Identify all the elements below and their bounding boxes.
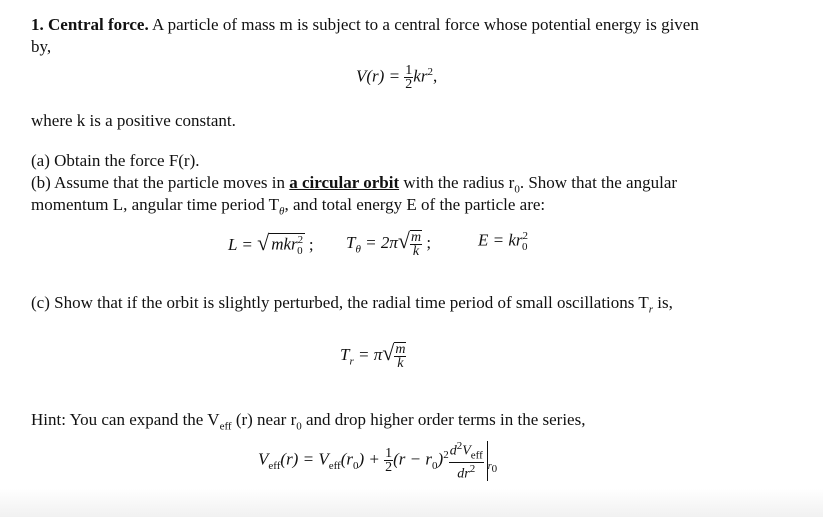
problem-title: Central force. (48, 15, 149, 34)
circular-orbit-emph: a circular orbit (289, 173, 400, 192)
part-c-text: (c) Show that if the orbit is slightly perturbed, the radial time period of small oscillations $T_r$ is, (31, 293, 673, 316)
bottom-edge (0, 489, 823, 517)
half-fraction-hint: $\frac{1}{2}$ (385, 446, 393, 476)
where-text: where k is a positive constant. (31, 111, 236, 130)
second-derivative: $\frac{d^2V_{eff}}{dr^2}$ (449, 440, 483, 483)
problem-heading-line (31, 14, 699, 36)
problem-intro-cont: by, (31, 37, 52, 56)
potential-lhs: V(r) = (356, 66, 401, 86)
part-b-line2: momentum L, angular time period $T_\theta$, and total energy E of the particle are: (31, 195, 546, 218)
eq-angular-period: $T_\theta = 2\pi√$ $\frac{m}{k}$ ; (346, 228, 432, 260)
eq-angular-momentum: L = √ mkr$^2_0$ ; (228, 230, 314, 258)
problem-number: 1. (31, 15, 44, 34)
part-b-line1: (b) Assume that the particle moves in a circular orbit with the radius $r_0$. Show that the angular (31, 173, 678, 196)
potential-equation: V(r) = $\frac{1}{2}$ $kr^2$, (356, 63, 438, 92)
problem-intro: A particle of mass m is subject to a central force whose potential energy is given (152, 15, 699, 34)
eq-total-energy: $E = kr^2_0$ (478, 230, 529, 254)
potential-rhs: kr (413, 66, 428, 86)
eq-taylor-expansion: $V_{eff}(r) = V_{eff}(r_0)$ + $\frac{1}{2}$ $(r - r_0)^2$ $\frac{d^2V_{eff}}{dr^2}$ $_{r_0}$ (258, 440, 498, 483)
part-a-text: (a) Obtain the force F(r). (31, 151, 200, 170)
eq-radial-period: $T_r = \pi√$ $\frac{m}{k}$ (340, 340, 406, 372)
half-fraction: $\frac{1}{2}$ (405, 63, 413, 92)
hint-text: Hint: You can expand the $V_{eff}$ (r) near $r_0$ and drop higher order terms in the series, (31, 410, 586, 433)
